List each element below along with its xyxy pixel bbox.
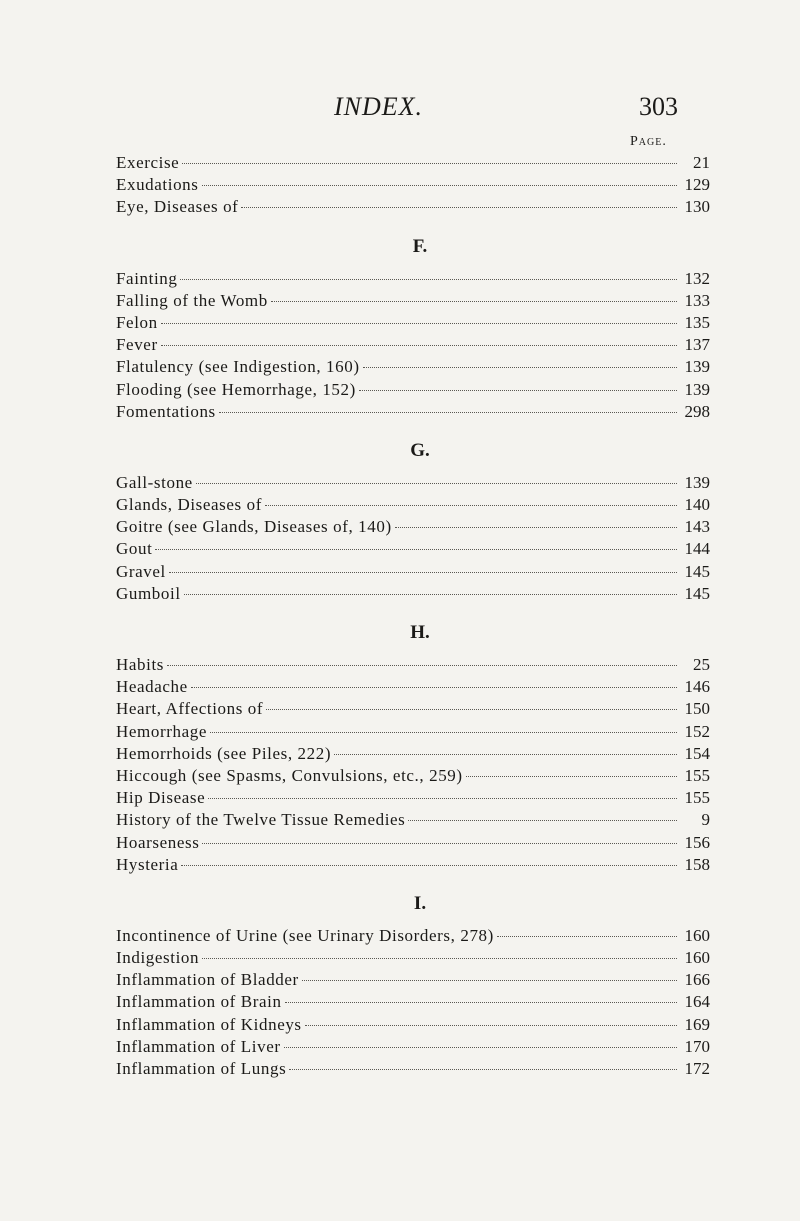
index-entry <box>116 854 710 876</box>
entry-term: Hysteria <box>116 854 179 874</box>
index-entry <box>116 379 710 401</box>
entry-page-number: 140 <box>684 495 710 515</box>
entry-term: Inflammation of Brain <box>116 992 282 1012</box>
page-column-label: Page. <box>630 134 667 149</box>
entry-page-number: 155 <box>684 765 710 785</box>
index-entry <box>116 268 710 290</box>
index-entry <box>116 832 710 854</box>
dot-leader <box>284 1047 677 1048</box>
entry-term: Headache <box>116 677 188 697</box>
entry-term: Gall-stone <box>116 472 193 492</box>
index-entry <box>116 698 710 720</box>
entry-term: Indigestion <box>116 948 200 968</box>
entry-page-number: 139 <box>684 379 710 399</box>
dot-leader <box>497 936 677 937</box>
dot-leader <box>161 323 677 324</box>
index-entry <box>116 538 710 560</box>
index-entry <box>116 654 710 676</box>
entry-page-number: 130 <box>684 197 710 217</box>
dot-leader <box>219 412 677 413</box>
entry-term: Hip Disease <box>116 788 206 808</box>
dot-leader <box>466 776 677 777</box>
entry-term: Hiccough (see Spasms, Convulsions, etc., 259) <box>116 765 463 785</box>
running-title: INDEX. <box>334 92 424 121</box>
entry-term: Exercise <box>116 153 180 172</box>
entry-term: Inflammation of Liver <box>116 1036 281 1056</box>
entry-page-number: 9 <box>701 810 710 830</box>
dot-leader <box>241 207 677 208</box>
entry-term: Fever <box>116 335 158 355</box>
entry-page-number: 172 <box>684 1059 710 1078</box>
entry-page-number: 160 <box>684 925 710 945</box>
dot-leader <box>305 1025 677 1026</box>
index-entry <box>116 290 710 312</box>
entry-term: Hemorrhoids (see Piles, 222) <box>116 743 332 763</box>
index-entry <box>116 765 710 787</box>
entry-page-number: 143 <box>684 517 710 537</box>
entry-term: Exudations <box>116 175 199 195</box>
index-entry <box>116 1014 710 1036</box>
index-entry <box>116 401 710 423</box>
index-entry <box>116 676 710 698</box>
dot-leader <box>191 687 677 688</box>
entry-page-number: 133 <box>684 290 710 310</box>
dot-leader <box>210 732 677 733</box>
section-letter: I. <box>413 892 427 914</box>
entry-page-number: 152 <box>684 721 710 741</box>
entry-term: Fainting <box>116 268 178 288</box>
entry-term: Flatulency (see Indigestion, 160) <box>116 357 360 377</box>
entry-term: Felon <box>116 312 158 332</box>
dot-leader <box>363 367 677 368</box>
entry-page-number: 25 <box>693 655 710 674</box>
entry-term: Gout <box>116 539 153 559</box>
dot-leader <box>359 390 677 391</box>
section-letter: H. <box>410 622 430 643</box>
dot-leader <box>182 163 677 164</box>
entry-page-number: 158 <box>684 854 710 874</box>
entry-term: Goitre (see Glands, Diseases of, 140) <box>116 517 392 537</box>
dot-leader <box>184 594 677 595</box>
dot-leader <box>169 572 677 573</box>
entry-term: Incontinence of Urine (see Urinary Disorders, 278) <box>116 925 494 945</box>
dot-leader <box>265 505 677 506</box>
entry-page-number: 166 <box>684 970 710 990</box>
entry-page-number: 145 <box>684 583 710 603</box>
entry-page-number: 170 <box>684 1036 710 1056</box>
entry-term: Gravel <box>116 561 166 581</box>
index-entry <box>116 334 710 356</box>
entry-term: Eye, Diseases of <box>116 197 239 217</box>
entry-term: Gumboil <box>116 583 181 603</box>
section-letter: G. <box>410 439 430 461</box>
section-letter: F. <box>412 235 428 257</box>
entry-page-number: 129 <box>684 175 710 195</box>
index-entry <box>116 356 710 378</box>
dot-leader <box>285 1002 677 1003</box>
entry-page-number: 155 <box>684 788 710 808</box>
index-entry <box>116 1036 710 1058</box>
entry-page-number: 144 <box>684 539 710 559</box>
entry-term: Inflammation of Lungs <box>116 1059 287 1078</box>
page-header <box>0 92 800 126</box>
dot-leader <box>180 279 677 280</box>
entry-term: Inflammation of Bladder <box>116 970 299 990</box>
dot-leader <box>208 798 677 799</box>
index-entry <box>116 947 710 969</box>
index-entries <box>116 152 710 1080</box>
dot-leader <box>202 185 678 186</box>
entry-page-number: 145 <box>684 561 710 581</box>
entry-term: Fomentations <box>116 401 216 421</box>
index-entry <box>116 925 710 947</box>
entry-page-number: 132 <box>684 268 710 288</box>
index-entry <box>116 494 710 516</box>
index-entry <box>116 969 710 991</box>
entry-term: Flooding (see Hemorrhage, 152) <box>116 379 356 399</box>
dot-leader <box>181 865 677 866</box>
dot-leader <box>155 549 677 550</box>
dot-leader <box>271 301 677 302</box>
dot-leader <box>202 843 677 844</box>
entry-term: Heart, Affections of <box>116 699 264 719</box>
dot-leader <box>289 1069 677 1070</box>
dot-leader <box>302 980 677 981</box>
entry-term: Habits <box>116 655 164 674</box>
entry-page-number: 139 <box>684 472 710 492</box>
entry-term: Hemorrhage <box>116 721 207 741</box>
entry-page-number: 146 <box>684 677 710 697</box>
entry-page-number: 137 <box>684 335 710 355</box>
index-entry <box>116 312 710 334</box>
index-entry <box>116 152 710 174</box>
index-entry <box>116 991 710 1013</box>
entry-page-number: 156 <box>684 832 710 852</box>
entry-page-number: 298 <box>684 401 710 421</box>
entry-page-number: 150 <box>684 699 710 719</box>
entry-term: Inflammation of Kidneys <box>116 1014 302 1034</box>
index-entry <box>116 516 710 538</box>
dot-leader <box>395 527 677 528</box>
entry-term: History of the Twelve Tissue Remedies <box>116 810 406 830</box>
index-entry <box>116 809 710 831</box>
index-entry <box>116 174 710 196</box>
index-entry <box>116 583 710 605</box>
entry-page-number: 169 <box>684 1014 710 1034</box>
dot-leader <box>266 709 677 710</box>
dot-leader <box>202 958 677 959</box>
entry-term: Glands, Diseases of <box>116 495 262 515</box>
entry-page-number: 21 <box>693 153 710 172</box>
dot-leader <box>161 345 677 346</box>
dot-leader <box>334 754 677 755</box>
entry-page-number: 164 <box>684 992 710 1012</box>
index-entry <box>116 561 710 583</box>
entry-term: Falling of the Womb <box>116 290 268 310</box>
dot-leader <box>408 820 677 821</box>
dot-leader <box>196 483 677 484</box>
entry-page-number: 160 <box>684 948 710 968</box>
entry-page-number: 135 <box>684 312 710 332</box>
index-entry <box>116 472 710 494</box>
index-entry <box>116 1058 710 1080</box>
index-entry <box>116 721 710 743</box>
index-entry <box>116 743 710 765</box>
index-entry <box>116 787 710 809</box>
entry-term: Hoarseness <box>116 832 200 852</box>
entry-page-number: 154 <box>684 743 710 763</box>
page-number: 303 <box>639 92 678 121</box>
index-entry <box>116 196 710 218</box>
entry-page-number: 139 <box>684 357 710 377</box>
dot-leader <box>167 665 677 666</box>
